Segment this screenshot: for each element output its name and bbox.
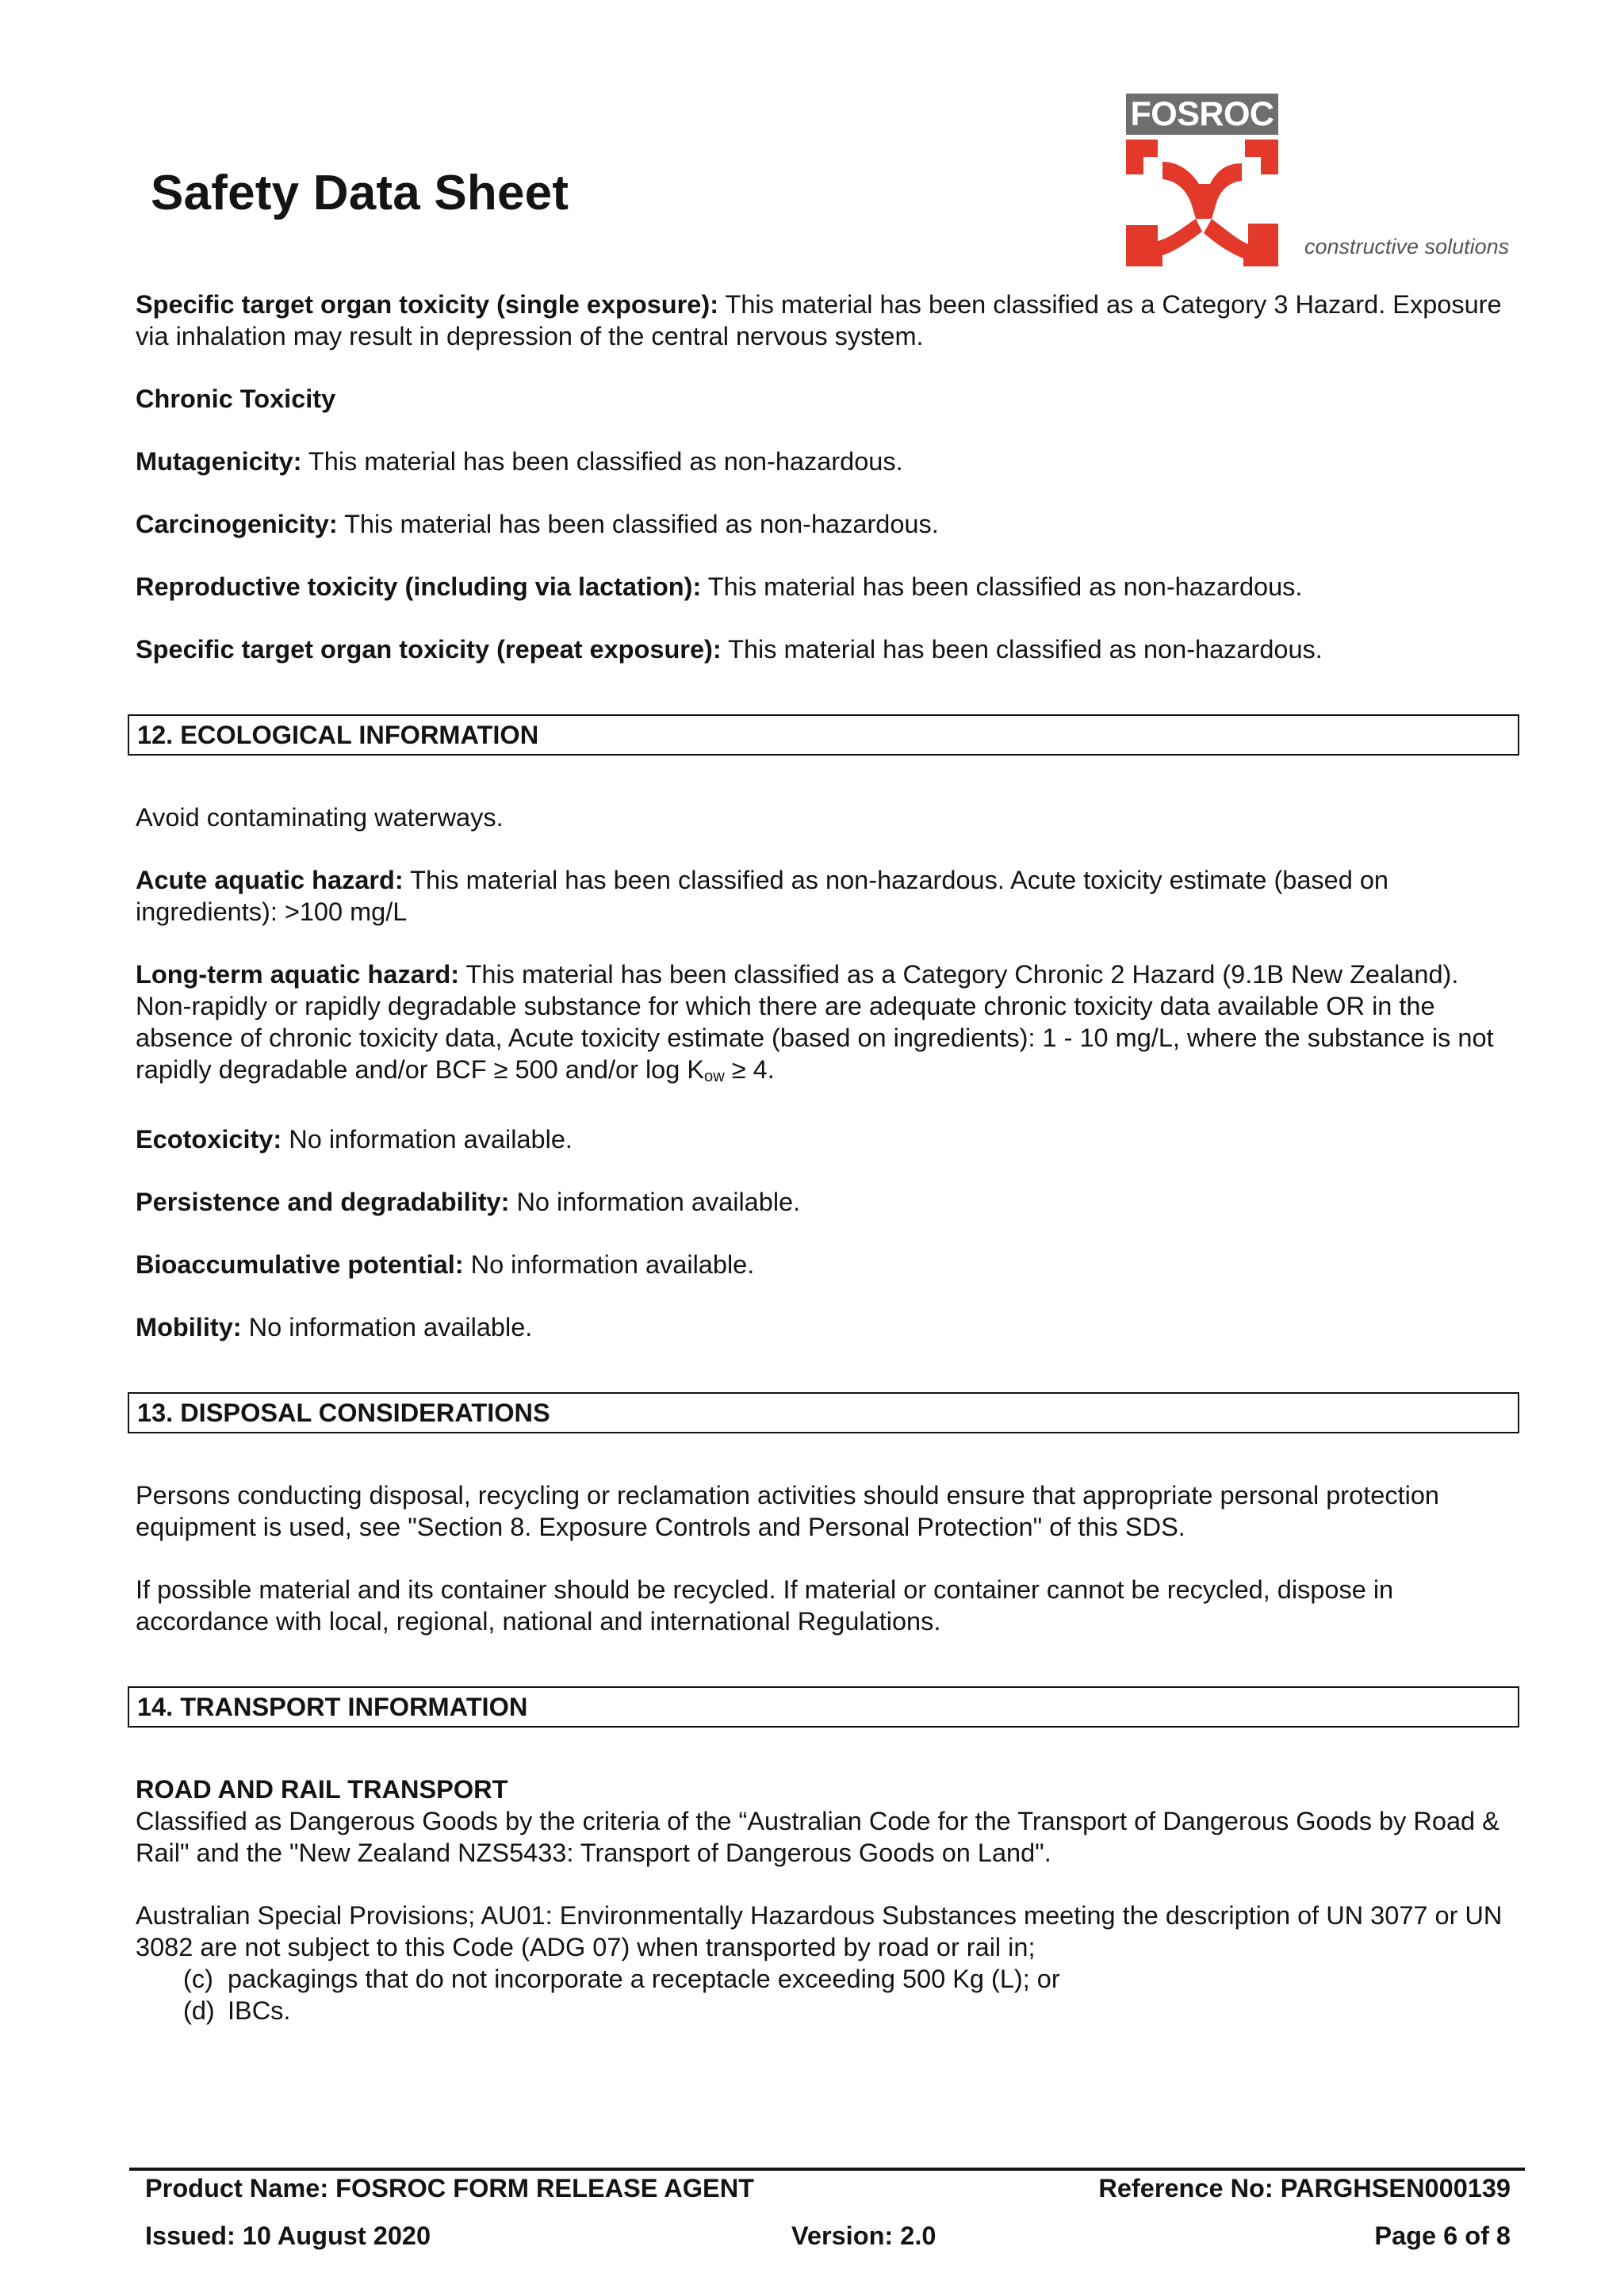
carcinogenicity-text: This material has been classified as non-hazardous. [337,510,939,538]
fosroc-logo [1126,94,1515,268]
document-body [136,289,1519,2026]
footer-version: Version: 2.0 [791,2221,936,2250]
ecotoxicity-text: No information available. [282,1125,573,1154]
footer-reference-number: Reference No: PARGHSEN000139 [1098,2174,1511,2202]
list-item [136,1995,1519,2026]
longterm-aquatic-paragraph [136,959,1519,1093]
special-provisions-block [136,1900,1519,2026]
acute-aquatic-paragraph [136,864,1519,928]
section-13-heading: 13. DISPOSAL CONSIDERATIONS [128,1392,1519,1433]
list-item-text: packagings that do not incorporate a receptacle exceeding 500 Kg (L); or [228,1965,1060,1994]
mobility-label: Mobility: [136,1313,242,1342]
acute-aquatic-label: Acute aquatic hazard: [136,866,404,894]
ecotoxicity-label: Ecotoxicity: [136,1125,282,1154]
chronic-toxicity-heading: Chronic Toxicity [136,385,336,413]
waterways-paragraph: Avoid contaminating waterways. [136,803,504,832]
section-14-heading: 14. TRANSPORT INFORMATION [128,1686,1519,1728]
list-item [136,1963,1519,1995]
footer-issued-date: Issued: 10 August 2020 [145,2221,431,2250]
kow-subscript: ow [704,1068,725,1086]
section-12-heading: 12. ECOLOGICAL INFORMATION [128,714,1519,756]
list-item-letter: (c) [183,1965,213,1994]
mobility-text: No information available. [241,1313,533,1342]
persistence-text: No information available. [509,1188,801,1217]
mobility-paragraph [136,1311,1519,1343]
road-rail-text: Classified as Dangerous Goods by the criteria of the “Australian Code for the Transport of Dangerous Goods by Road & Rail" and the "New Zealand NZS5433: Transport of Dangerous Goods on Land". [136,1807,1500,1868]
stot-repeat-paragraph [136,633,1519,665]
carcinogenicity-paragraph [136,508,1519,540]
reproductive-label: Reproductive toxicity (including via lactation): [136,572,702,601]
disposal-paragraph-1: Persons conducting disposal, recycling or reclamation activities should ensure that appropriate personal protection equipment is used, see "Section 8. Exposure Controls and Personal Protection" of this SDS. [136,1481,1439,1542]
longterm-aquatic-text: This material has been classified as a Category Chronic 2 Hazard (9.1B New Zealand). Non-rapidly or rapidly degradable substance for which there are adequate chronic toxicity data available OR in the absence of chronic toxicity data, Acute toxicity estimate (based on ingredients): 1 - 10 mg/L, where the substance is not rapidly degradable and/or BCF ≥ 500 and/or log K [136,960,1494,1084]
ecotoxicity-paragraph [136,1123,1519,1155]
list-item-text: IBCs. [228,1996,291,2026]
mutagenicity-paragraph [136,446,1519,477]
logo-tagline: constructive solutions [1304,235,1510,258]
footer-product-name: Product Name: FOSROC FORM RELEASE AGENT [145,2174,755,2202]
stot-repeat-label: Specific target organ toxicity (repeat exposure): [136,635,722,664]
bioaccumulative-paragraph [136,1249,1519,1280]
provisions-list [136,1963,1519,2026]
document-title: Safety Data Sheet [151,166,569,220]
mutagenicity-text: This material has been classified as non-hazardous. [301,447,903,476]
footer-page-number: Page 6 of 8 [1374,2221,1511,2250]
carcinogenicity-label: Carcinogenicity: [136,510,338,538]
acute-aquatic-text: This material has been classified as non-hazardous. Acute toxicity estimate (based on ingredients): >100 mg/L [136,866,1389,926]
special-provisions-text: Australian Special Provisions; AU01: Environmentally Hazardous Substances meeting the description of UN 3077 or UN 3082 are not subject to this Code (ADG 07) when transported by road or rail in; [136,1901,1503,1962]
stot-single-text: This material has been classified as a Category 3 Hazard. Exposure via inhalation may result in depression of the central nervous system. [136,290,1502,350]
bioaccumulative-text: No information available. [463,1250,755,1280]
longterm-aquatic-text-end: ≥ 4. [724,1055,775,1084]
stot-single-label: Specific target organ toxicity (single exposure): [136,290,719,319]
list-item-letter: (d) [183,1996,215,2026]
footer-divider [129,2168,1525,2171]
disposal-paragraph-2: If possible material and its container should be recycled. If material or container cannot be recycled, dispose in accordance with local, regional, national and international Regulations. [136,1575,1394,1636]
longterm-aquatic-label: Long-term aquatic hazard: [136,960,460,989]
road-rail-heading: ROAD AND RAIL TRANSPORT [136,1775,508,1804]
mutagenicity-label: Mutagenicity: [136,447,302,476]
logo-mark-icon [1126,140,1278,266]
reproductive-text: This material has been classified as non-hazardous. [701,572,1303,601]
logo-wordmark: FOSROC [1126,94,1278,135]
stot-repeat-text: This material has been classified as non-hazardous. [721,635,1323,664]
bioaccumulative-label: Bioaccumulative potential: [136,1250,464,1280]
stot-single-paragraph [136,289,1519,352]
persistence-label: Persistence and degradability: [136,1188,510,1217]
reproductive-paragraph [136,571,1519,603]
road-rail-paragraph [136,1774,1519,1869]
persistence-paragraph [136,1186,1519,1218]
